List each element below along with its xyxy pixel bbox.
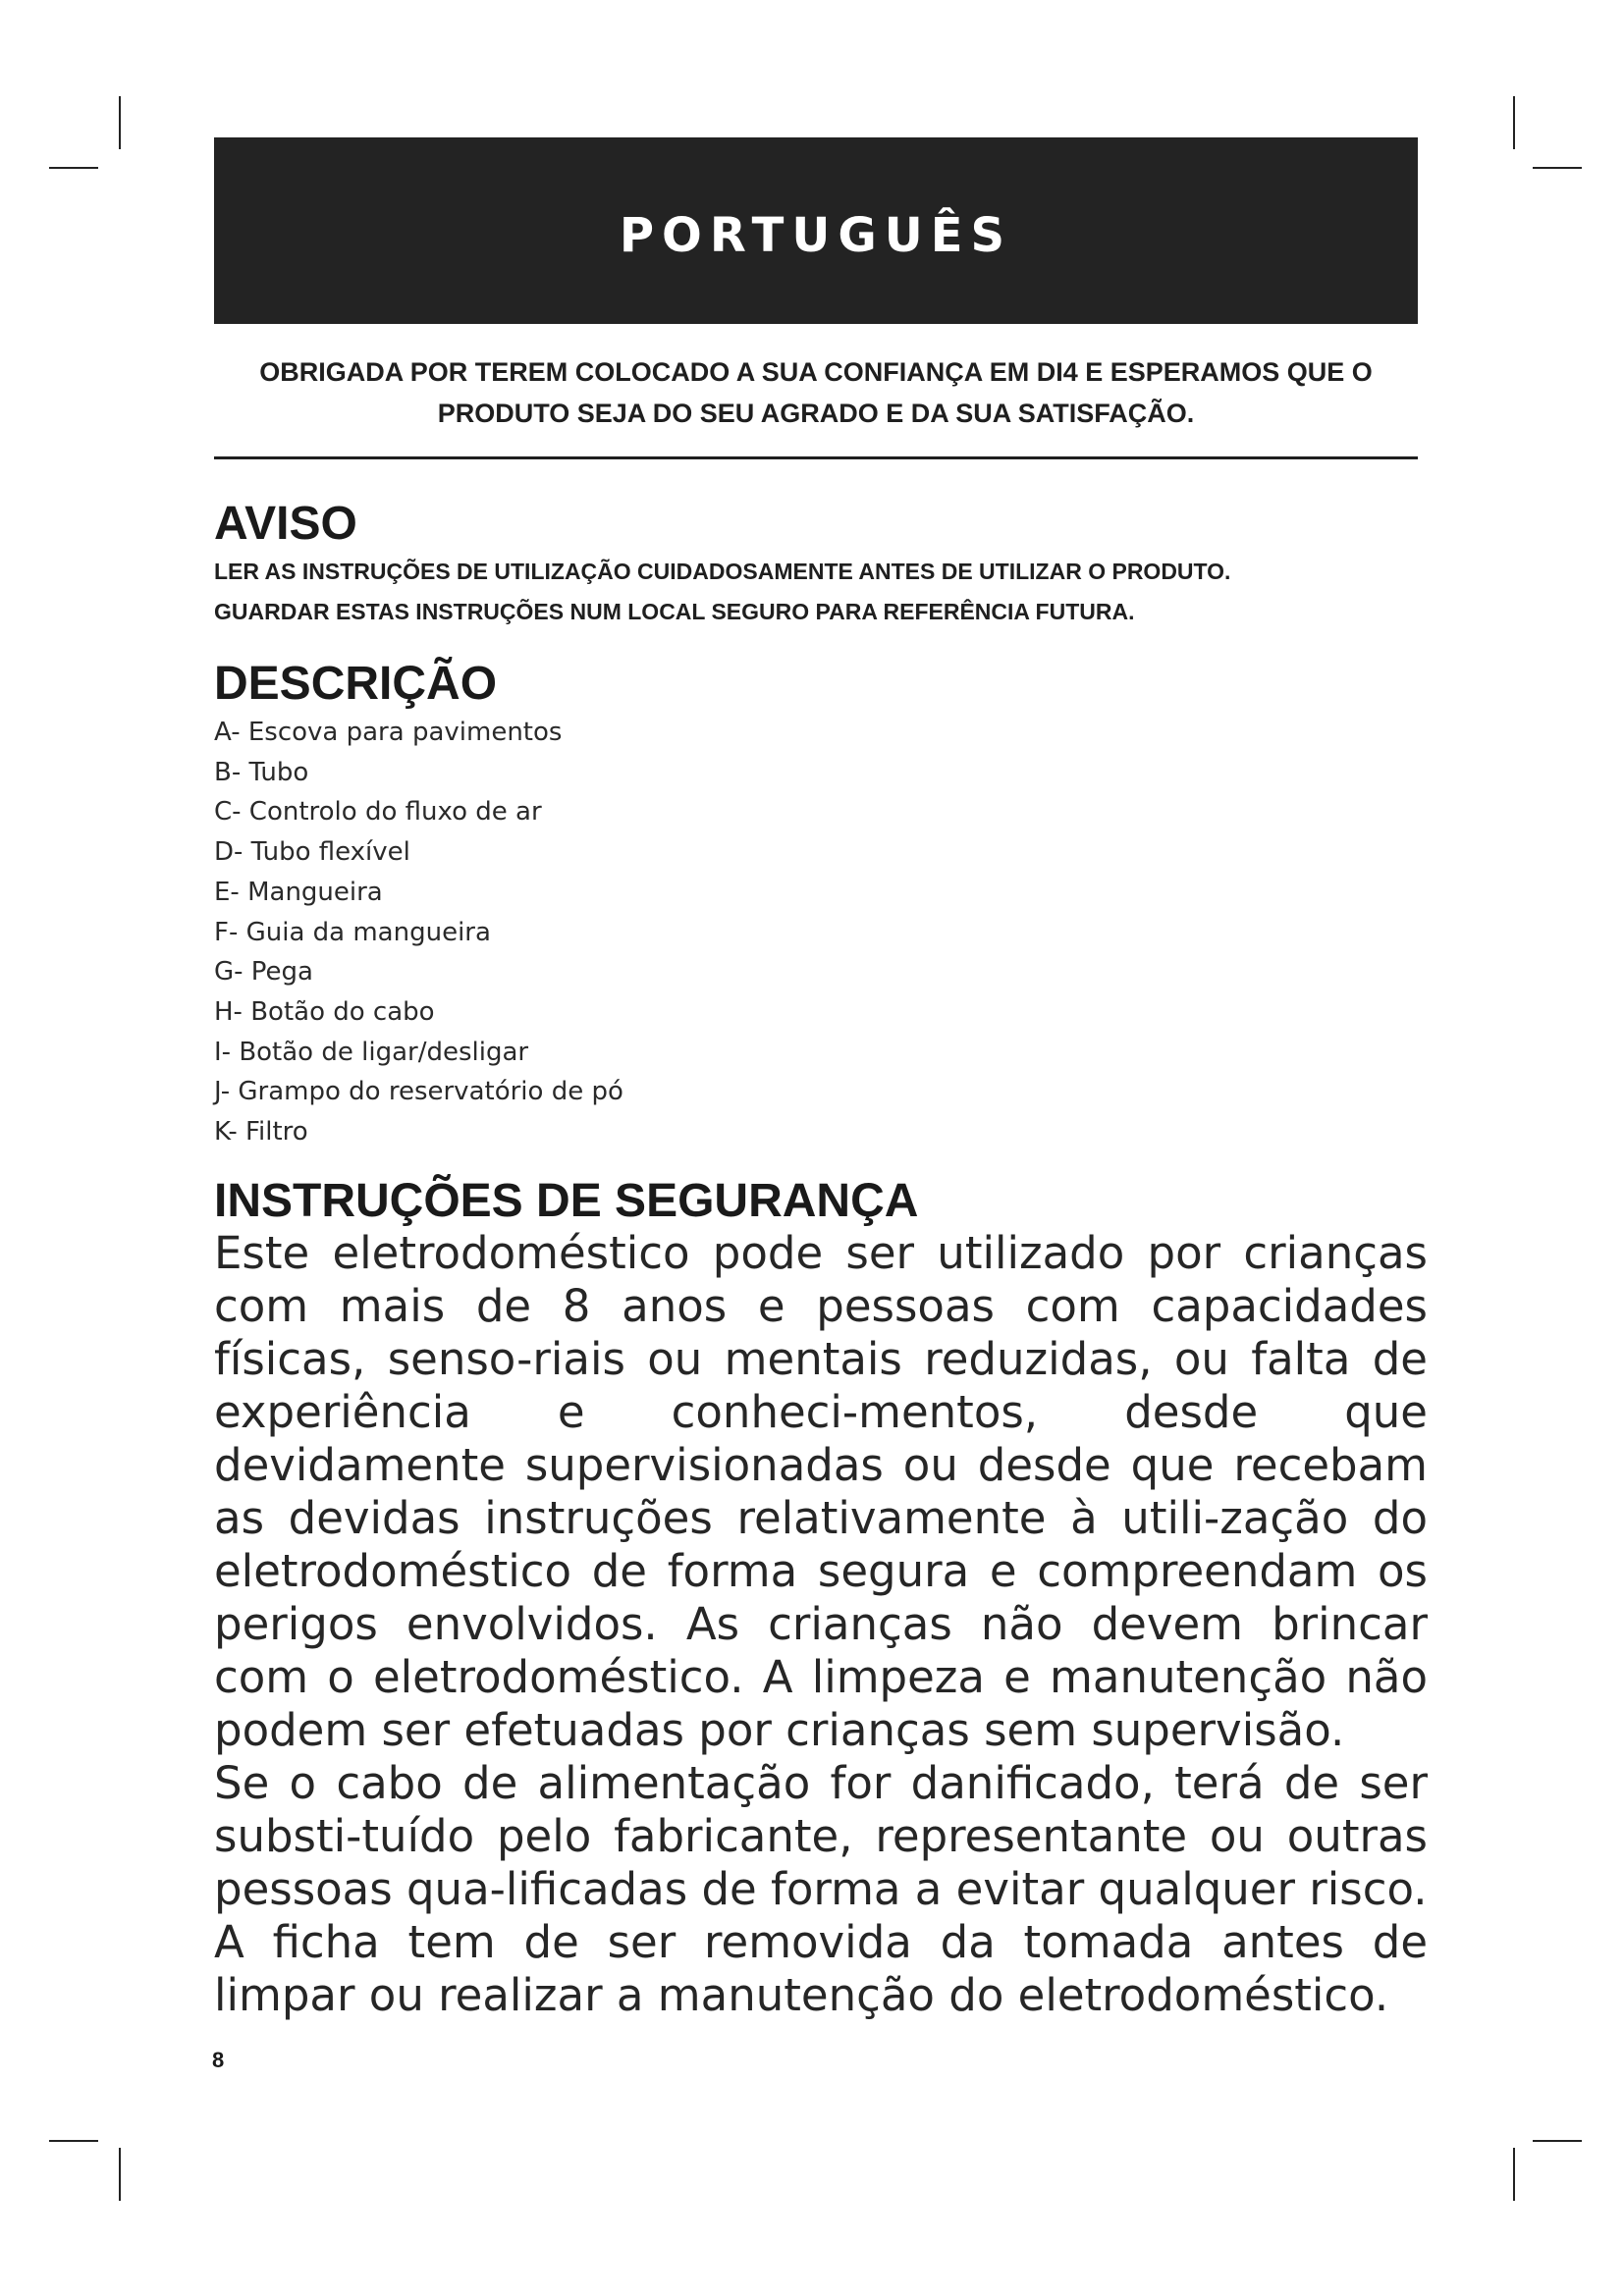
divider bbox=[214, 456, 1418, 459]
crop-mark bbox=[1513, 2148, 1515, 2201]
crop-mark bbox=[1533, 167, 1582, 169]
list-item: E- Mangueira bbox=[214, 877, 383, 907]
list-item: F- Guia da mangueira bbox=[214, 917, 491, 947]
warning-line: GUARDAR ESTAS INSTRUÇÕES NUM LOCAL SEGURO PARA REFERÊNCIA FUTURA. bbox=[214, 599, 1135, 624]
crop-mark bbox=[49, 167, 98, 169]
list-item: H- Botão do cabo bbox=[214, 996, 435, 1027]
description-heading: DESCRIÇÃO bbox=[214, 658, 498, 710]
language-title: PORTUGUÊS bbox=[619, 208, 1013, 263]
list-item: I- Botão de ligar/desligar bbox=[214, 1037, 529, 1067]
thank-you-message: OBRIGADA POR TEREM COLOCADO A SUA CONFIANÇA EM DI4 E ESPERAMOS QUE O PRODUTO SEJA DO SEU AGRADO E DA SUA SATISFAÇÃO. bbox=[259, 357, 1373, 428]
safety-paragraph: Este eletrodoméstico pode ser utilizado por crianças com mais de 8 anos e pessoas com capacidades físicas, senso-riais ou mentais reduzidas, ou falta de experiência e conheci-mentos, desde que devidamente supervisionadas ou desde que recebam as devidas instruções relativamente à utili-zação do eletrodoméstico de forma segura e compreendam os perigos envolvidos. As crianças não devem brincar com o eletrodoméstico. A limpeza e manutenção não podem ser efetuadas por crianças sem supervisão. bbox=[214, 1227, 1428, 1756]
list-item: G- Pega bbox=[214, 957, 313, 988]
list-item: A- Escova para pavimentos bbox=[214, 718, 563, 747]
warning-text bbox=[214, 552, 1432, 632]
crop-mark bbox=[1513, 96, 1515, 149]
list-item: J- Grampo do reservatório de pó bbox=[214, 1077, 623, 1107]
warning-heading: AVISO bbox=[214, 498, 357, 550]
warning-line: LER AS INSTRUÇÕES DE UTILIZAÇÃO CUIDADOSAMENTE ANTES DE UTILIZAR O PRODUTO. bbox=[214, 559, 1231, 584]
safety-instructions bbox=[214, 1227, 1428, 2022]
safety-heading: INSTRUÇÕES DE SEGURANÇA bbox=[214, 1175, 919, 1227]
safety-paragraph: A ficha tem de ser removida da tomada antes de limpar ou realizar a manutenção do eletrodoméstico. bbox=[214, 1916, 1428, 2021]
crop-mark bbox=[119, 96, 121, 149]
crop-mark bbox=[49, 2140, 98, 2142]
safety-paragraph: Se o cabo de alimentação for danificado, terá de ser substi-tuído pelo fabricante, representante ou outras pessoas qua-lificadas de forma a evitar qualquer risco. bbox=[214, 1757, 1428, 1915]
list-item: C- Controlo do fluxo de ar bbox=[214, 797, 542, 828]
list-item: B- Tubo bbox=[214, 757, 309, 787]
parts-list bbox=[214, 713, 623, 1152]
list-item: D- Tubo flexível bbox=[214, 837, 410, 868]
language-banner bbox=[214, 137, 1418, 324]
page-number: 8 bbox=[212, 2048, 225, 2072]
crop-mark bbox=[1533, 2140, 1582, 2142]
list-item: K- Filtro bbox=[214, 1117, 308, 1148]
crop-mark bbox=[119, 2148, 121, 2201]
